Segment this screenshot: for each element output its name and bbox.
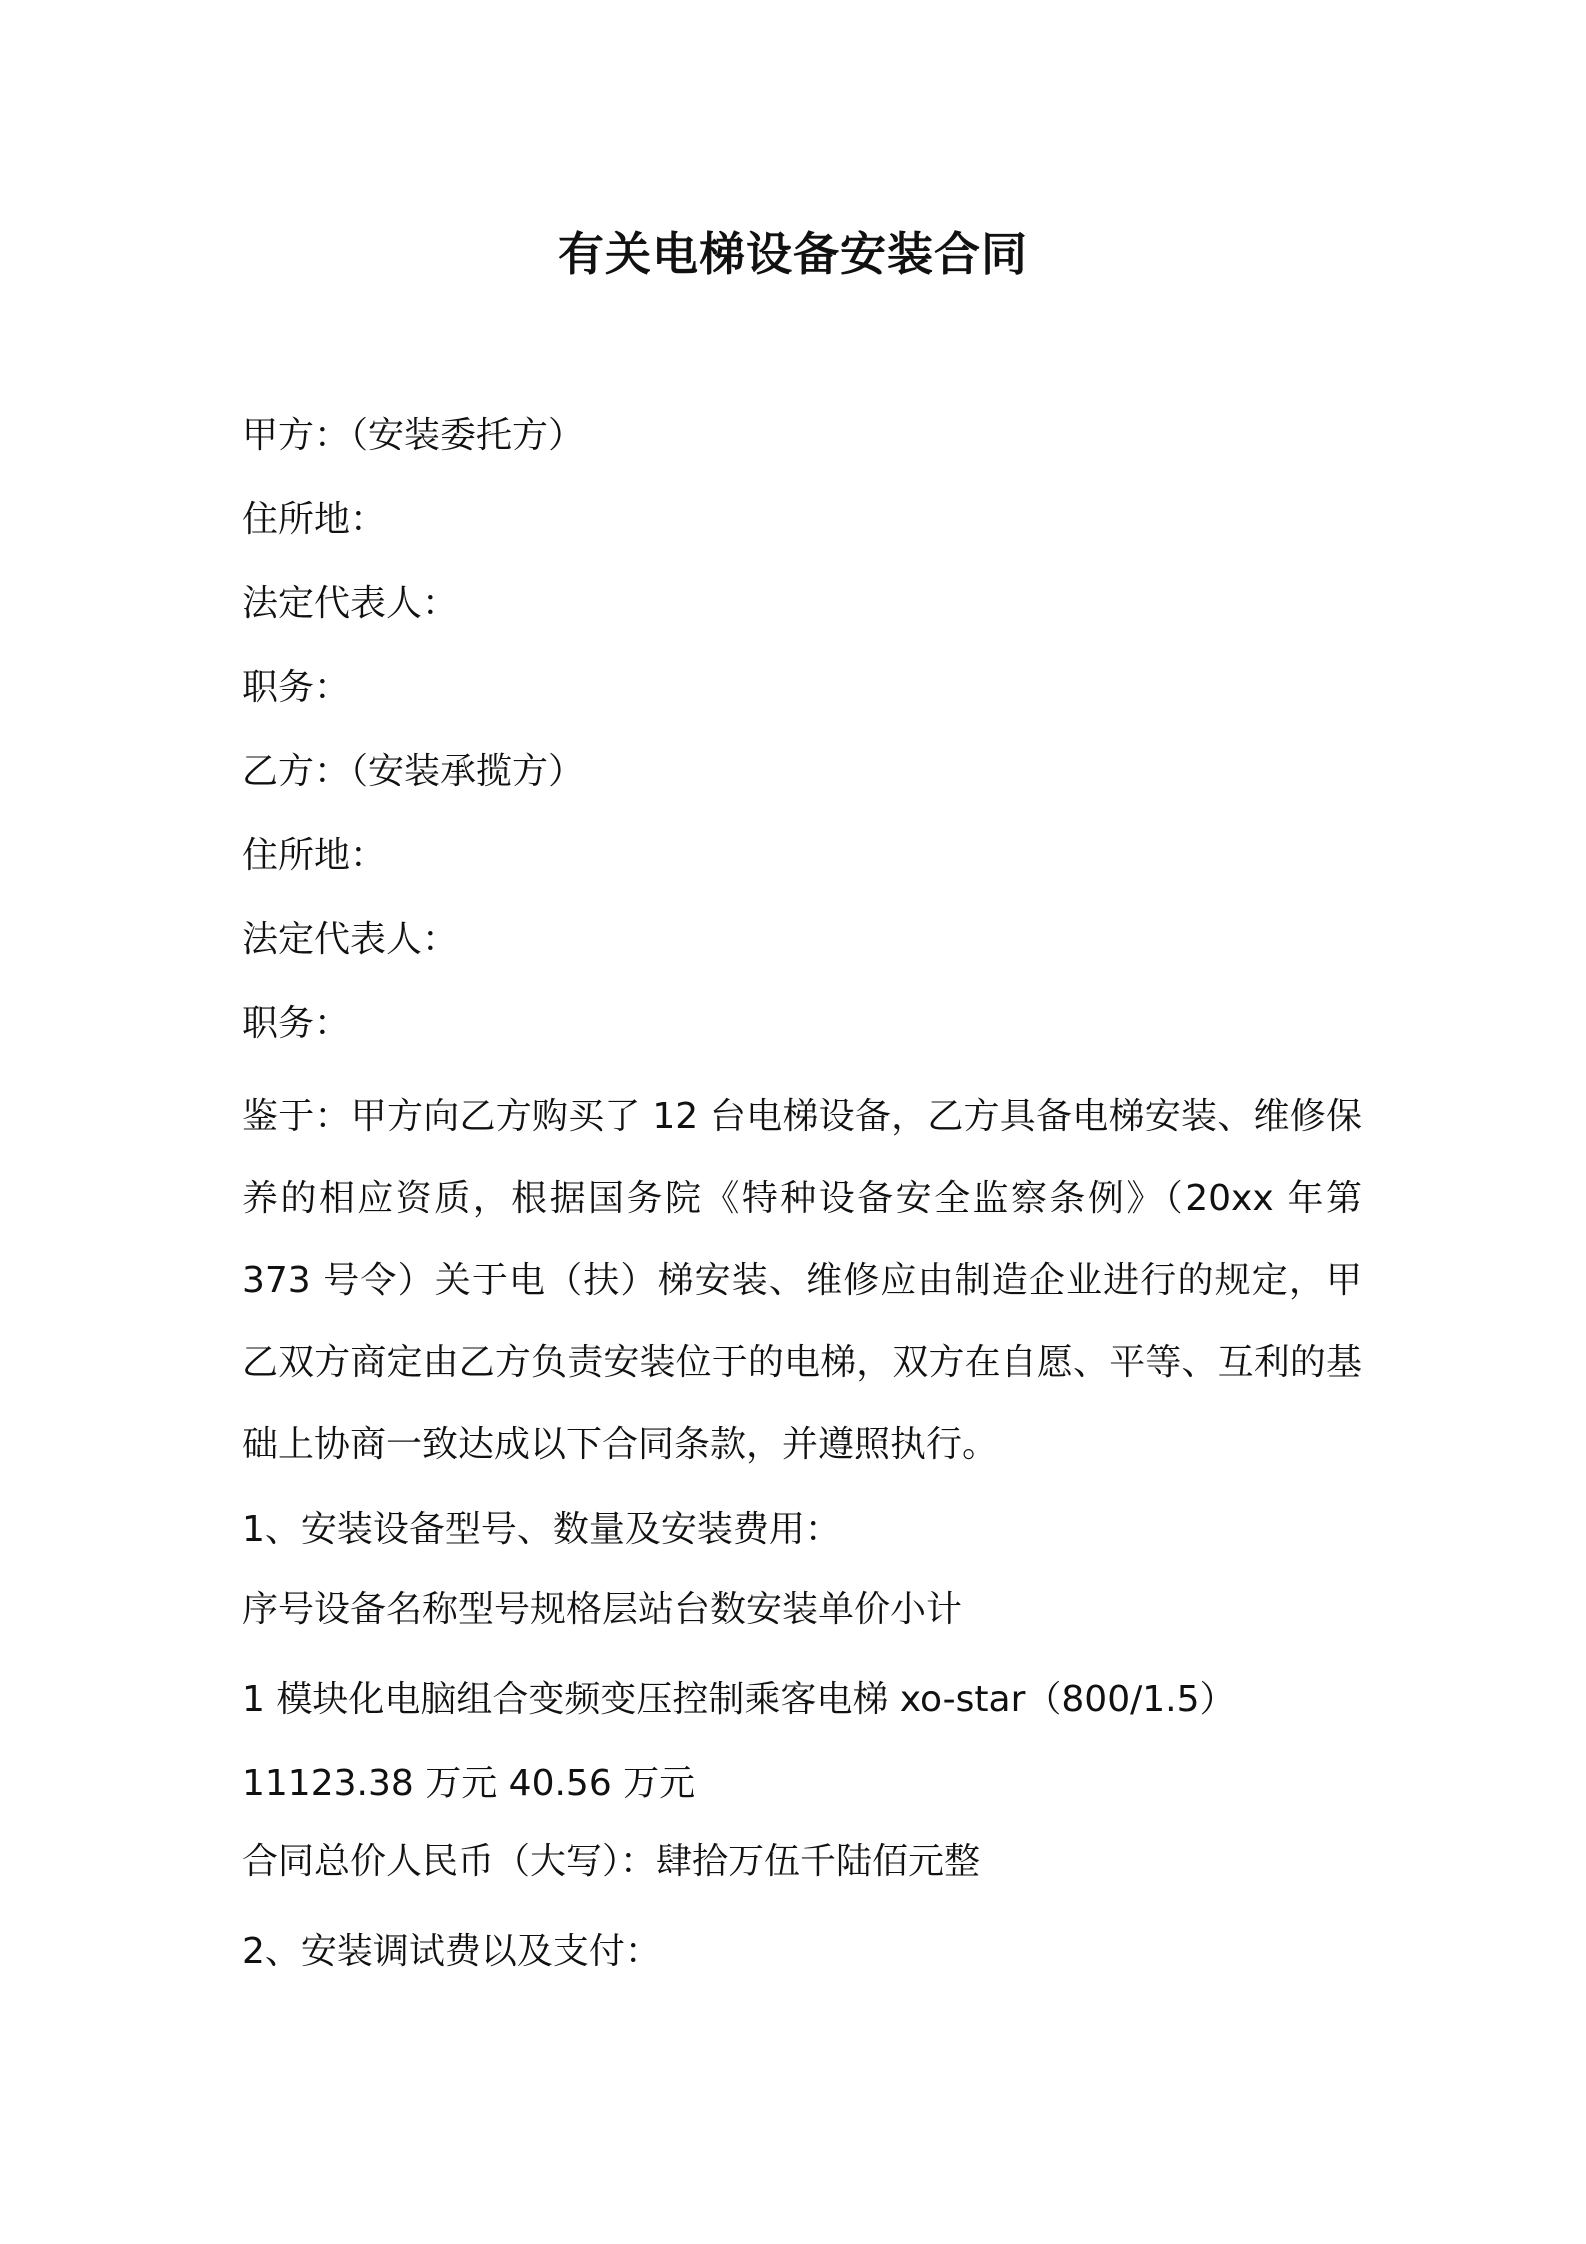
party-b-position: 职务： <box>242 1003 351 1044</box>
table-header-row: 序号设备名称型号规格层站台数安装单价小计 <box>242 1589 963 1630</box>
party-a-label: 甲方：（安装委托方） <box>242 415 585 456</box>
party-a-address: 住所地： <box>242 499 387 540</box>
document-title: 有关电梯设备安装合同 <box>558 227 1028 281</box>
party-b-label: 乙方：（安装承揽方） <box>242 751 585 792</box>
table-row-line-2: 11123.38 万元 40.56 万元 <box>242 1763 696 1804</box>
party-b-representative: 法定代表人： <box>242 919 459 960</box>
party-a-representative: 法定代表人： <box>242 583 459 624</box>
table-row-line-1: 1 模块化电脑组合变频变压控制乘客电梯 xo-star（800/1.5） <box>242 1679 1236 1720</box>
section-1-heading: 1、安装设备型号、数量及安装费用： <box>242 1509 841 1550</box>
section-2-heading: 2、安装调试费以及支付： <box>242 1931 661 1972</box>
contract-total: 合同总价人民币（大写）：肆拾万伍千陆佰元整 <box>242 1841 981 1882</box>
preamble-paragraph: 鉴于：甲方向乙方购买了 12 台电梯设备，乙方具备电梯安装、维修保养的相应资质，根据国务院《特种设备安全监察条例》（20xx 年第 373 号令）关于电（扶）梯安装、维修应由制造企业进行的规定，甲乙双方商定由乙方负责安装位于的电梯，双方在自愿、平等、互利的基础上协商一致达成以下合同条款，并遵照执行。 <box>242 1096 1362 1465</box>
party-b-address: 住所地： <box>242 835 387 876</box>
party-a-position: 职务： <box>242 667 351 708</box>
